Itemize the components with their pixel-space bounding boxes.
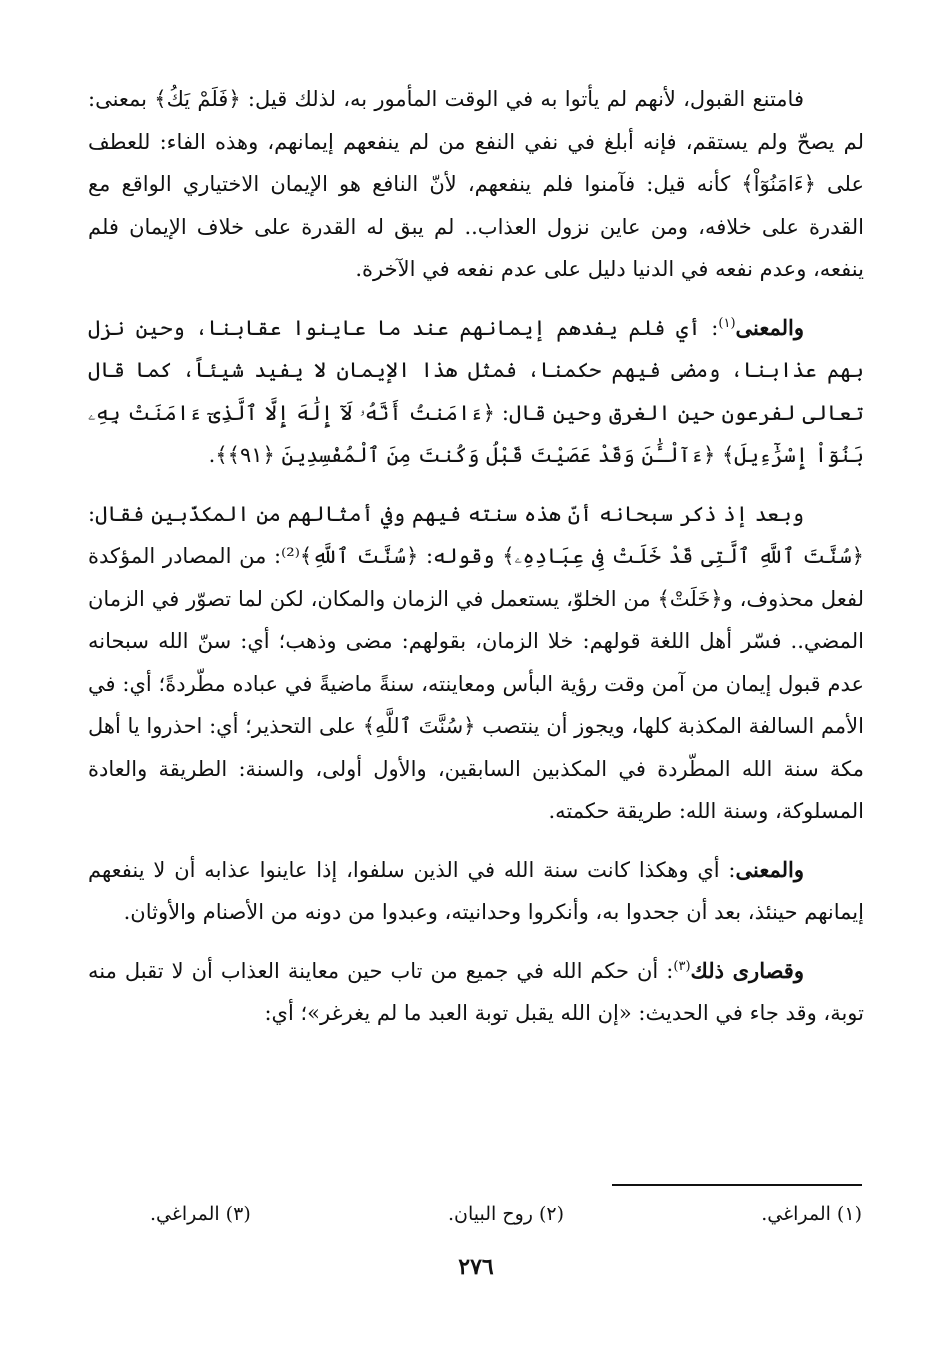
footnote-3: (٣) المراغي. [150, 1203, 251, 1225]
paragraph-2 [88, 307, 864, 477]
paragraph-text: فامتنع القبول، لأنهم لم يأتوا به في الوقت المأمور به، لذلك قيل: ﴿فَلَمْ يَكُ﴾ بمعنى: لم يصحّ ولم يستقم، فإنه أبلغ في نفي النفع من لم ينفعهم إيمانهم، وهذه الفاء: للعطف على ﴿ءَامَنُوٓاْ﴾ كأنه قيل: فآمنوا فلم ينفعهم، لأنّ النافع هو الإيمان الاختياري الواقع مع القدرة على خلافه، ومن عاين نزول العذاب.. لم يبق له القدرة على خلاف الإيمان فلم ينفعه، وعدم نفعه في الدنيا دليل على عدم نفعه في الآخرة. [88, 87, 864, 281]
paragraph-3 [88, 493, 864, 833]
paragraph-1 [88, 78, 864, 291]
footnotes [150, 1201, 862, 1227]
paragraph-lead: والمعنى [735, 856, 804, 882]
paragraph-text: : أي وهكذا كانت سنة الله في الذين سلفوا، إذا عاينوا عذابه أن لا ينفعهم إيمانهم حينئذ، بعد أن جحدوا به، وأنكروا وحدانيته، وعبدوا من دونه من الأصنام والأوثان. [88, 857, 864, 924]
paragraph-5 [88, 950, 864, 1035]
footnote-1: (١) المراغي. [761, 1203, 862, 1225]
paragraph-lead: والمعنى [735, 314, 805, 340]
page-number: ٢٧٦ [458, 1254, 494, 1280]
paragraph-text: وبعد إذ ذكر سبحانه أنّ هذه سنته فيهم وفي أمثالهم من المكذّبين فقال: ﴿سُنَّتَ ٱللَّهِ ٱلَّتِى قَدْ خَلَتْ فِى عِبَادِهِۦ﴾ وقوله: ﴿سُنَّتَ ٱللَّهِ﴾⁽²⁾: من المصادر المؤكدة لفعل محذوف، و﴿خَلَتْ﴾ من الخلوّ، يستعمل في الزمان والمكان، لكن لما تصوّر في الزمان المضي.. فسّر أهل اللغة قولهم: خلا الزمان، بقولهم: مضى وذهب؛ أي: سنّ الله سبحانه عدم قبول إيمان من آمن وقت رؤية البأس ومعاينته، سنةً ماضيةً في عباده مطّردةً؛ أي: في الأمم السالفة المكذبة كلها، ويجوز أن ينتصب ﴿سُنَّتَ ٱللَّهِ﴾ على التحذير؛ أي: احذروا يا أهل مكة سنة الله المطّردة في المكذبين السابقين، والأول أولى، والسنة: الطريقة والعادة المسلوكة، وسنة الله: طريقة حكمته. [88, 501, 864, 823]
footnote-separator [612, 1184, 862, 1186]
footnote-2: (٢) روح البيان. [447, 1203, 565, 1225]
paragraph-text: : أن حكم الله في جميع من تاب حين معاينة العذاب أن لا تقبل منه توبة، وقد جاء في الحديث: «إن الله يقبل توبة العبد ما لم يغرغر»؛ أي: [88, 958, 864, 1025]
page-body [88, 78, 864, 1051]
footnote-ref: (١) [718, 315, 736, 331]
paragraph-lead: وقصارى ذلك [690, 957, 804, 983]
paragraph-4 [88, 849, 864, 934]
footnote-ref: (٣) [673, 958, 691, 974]
paragraph-text: : أي فلم يفدهم إيمانهم عند ما عاينوا عقابنا، وحين نزل بهم عذابنا، ومضى فيهم حكمنا، فمثل هذا الإيمان لا يفيد شيئاً، كما قال تعالى لفرعون حين الغرق وحين قال: ﴿ءَامَنتُ أَنَّهُۥ لَآ إِلَٰهَ إِلَّا ٱلَّذِىٓ ءَامَنَتْ بِهِۦ بَنُوٓاْ إِسْرَٰٓءِيلَ﴾ ﴿ءَآلْـَٰٔنَ وَقَدْ عَصَيْتَ قَبْلُ وَكُنتَ مِنَ ٱلْمُفْسِدِينَ ﴿٩١﴾﴾. [88, 315, 864, 467]
